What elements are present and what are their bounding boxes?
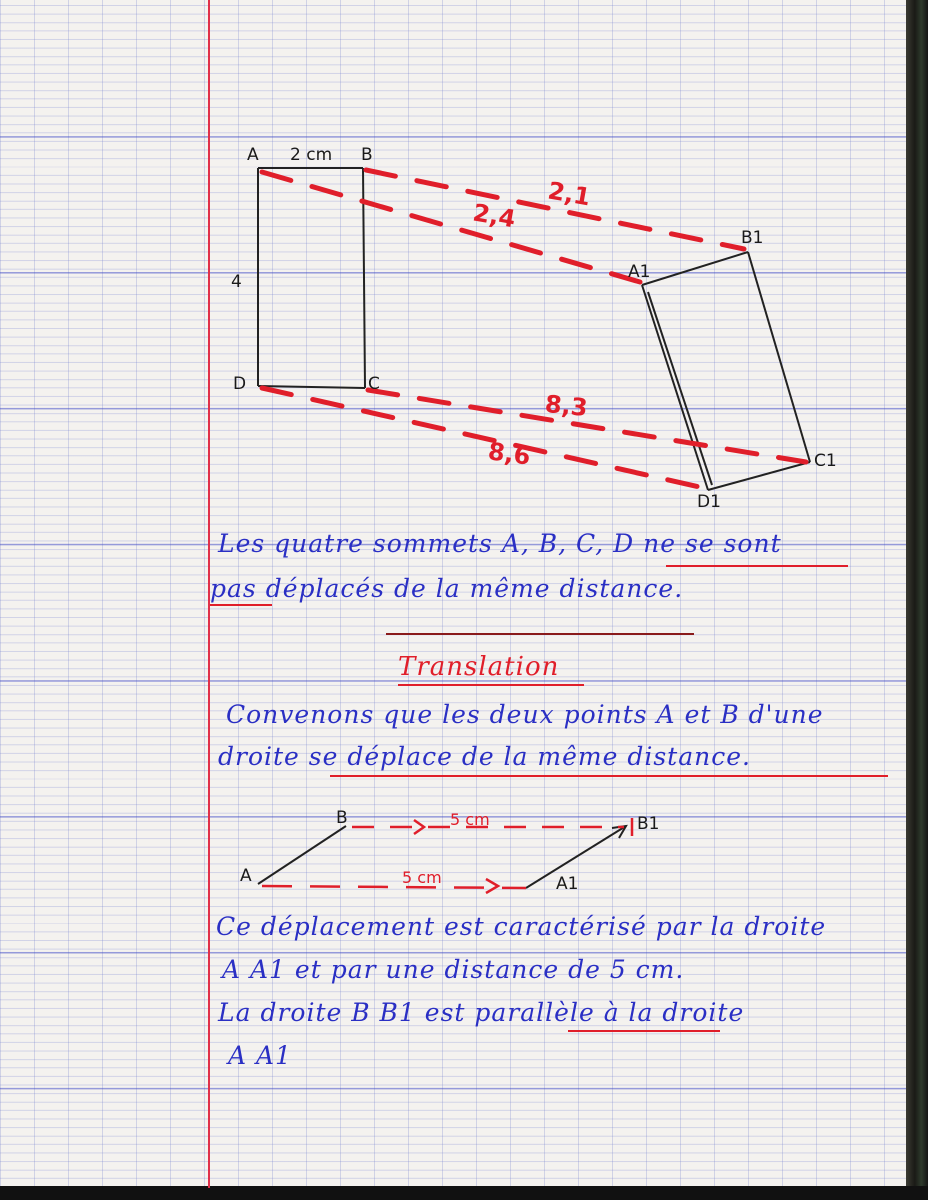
point-a1-label: A1 (556, 874, 579, 894)
paragraph1-line1-start: Les quatre sommets A, B, C, D (218, 529, 644, 558)
vertex-a-label: A (247, 145, 259, 165)
paragraph1-underlined-pas: pas (210, 574, 257, 603)
section-title: Translation (398, 652, 560, 682)
vertex-c1-label: C1 (814, 451, 837, 471)
underline-ne-se-sont (666, 565, 848, 567)
paragraph2-underlined: se déplace de la même distance. (308, 742, 751, 771)
point-a-label: A (240, 866, 252, 886)
underline-pas (210, 604, 272, 606)
paragraph3-line1: Ce déplacement est caractérisé par la droite (216, 912, 827, 941)
vertex-b1-label: B1 (741, 228, 764, 248)
point-b-label: B (336, 808, 348, 828)
paragraph3-line4: A A1 (228, 1041, 292, 1070)
paragraph2-line2-start: droite (218, 742, 309, 771)
paragraph3-line3 (218, 998, 744, 1027)
paragraph3-underlined-parallele: parallèle (474, 998, 595, 1027)
section-title-underline (398, 684, 584, 686)
distance-bottom-label: 5 cm (402, 868, 442, 887)
paragraph1-line2-end: déplacés de la même distance. (256, 574, 684, 603)
point-b1-label: B1 (637, 814, 660, 834)
paragraph1-underlined-ne-se-sont: ne se sont (643, 529, 782, 558)
figure1-rectangle (258, 168, 365, 388)
vertex-d1-label: D1 (697, 492, 721, 512)
underline-se-deplace (330, 775, 888, 777)
distance-a-label: 2,4 (470, 198, 518, 234)
vertex-c-label: C (368, 374, 380, 394)
paragraph2-line2 (218, 742, 751, 771)
distance-c-label: 8,3 (543, 389, 589, 423)
figure1-quadrilateral (642, 252, 810, 490)
distance-b-label: 2,1 (545, 176, 593, 212)
vertex-a1-label: A1 (628, 262, 651, 282)
paragraph3-line3-start: La droite B B1 est (218, 998, 475, 1027)
figure1-dashed-lines (262, 170, 806, 488)
distance-top-label: 5 cm (450, 810, 490, 829)
paragraph1-line2 (210, 574, 683, 603)
underline-parallele (568, 1030, 720, 1032)
paragraph3-line3-end: à la droite (594, 998, 745, 1027)
section-separator (386, 633, 694, 635)
vertex-b-label: B (361, 145, 373, 165)
paragraph2-line1: Convenons que les deux points A et B d'une (226, 700, 824, 729)
paragraph3-line2: A A1 et par une distance de 5 cm. (222, 955, 685, 984)
distance-d-label: 8,6 (486, 437, 533, 471)
side-ab-length-label: 2 cm (290, 145, 333, 165)
paragraph1-line1 (218, 529, 782, 558)
vertex-d-label: D (233, 374, 247, 394)
side-ad-length-label: 4 (231, 272, 242, 292)
